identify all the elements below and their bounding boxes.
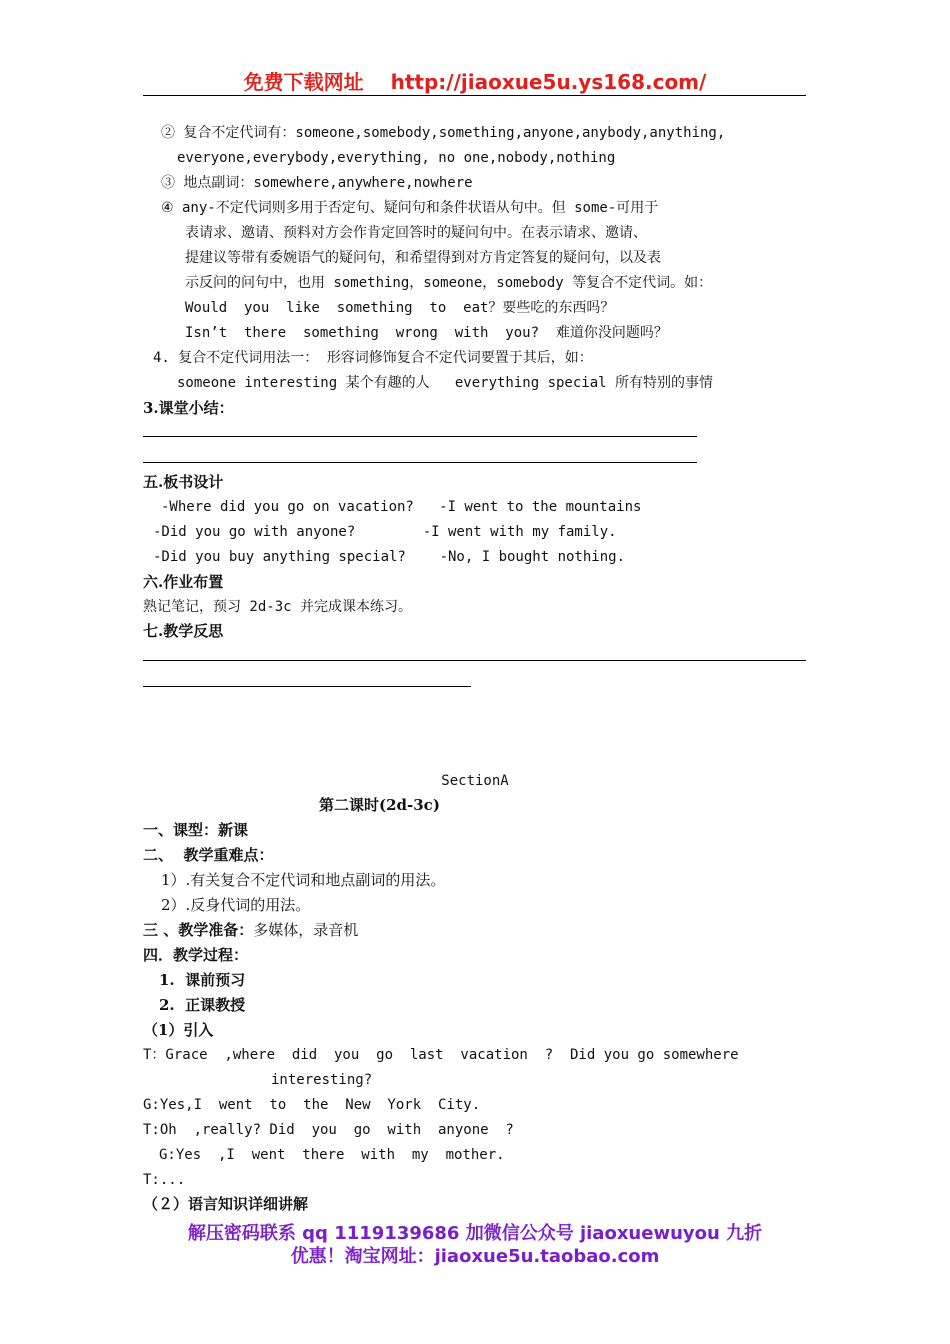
point-2-line: ② 复合不定代词有：someone,somebody,something,anyone,anybody,anything,: [161, 125, 726, 141]
point-4-line-4: 示反问的问句中，也用 something，someone，somebody 等复合不定代词。如：: [185, 275, 713, 291]
dialogue-line-4: G:Yes ,I went there with my mother.: [159, 1147, 505, 1163]
lesson-title: 第二课时(2d-3c): [319, 796, 440, 814]
reflection-heading: 七.教学反思: [143, 622, 224, 640]
detail-heading: （２）语言知识详细讲解: [143, 1195, 309, 1213]
dialogue-line-1-continuation: interesting?: [271, 1072, 373, 1088]
point-4-line-3: 提建议等带有委婉语气的疑问句，和希望得到对方肯定答复的疑问句，以及表: [185, 250, 661, 266]
reflection-blank-line-1: [143, 660, 806, 661]
summary-blank-line-1: [143, 436, 697, 437]
lesson-type: 一、课型：新课: [143, 821, 249, 839]
usage-rule-line: 4. 复合不定代词用法一： 形容词修饰复合不定代词要置于其后，如：: [153, 350, 593, 366]
point-4-line: ④ any-不定代词则多用于否定句、疑问句和条件状语从句中。但 some-可用于: [161, 200, 659, 216]
preparation-line: [143, 920, 358, 940]
point-2-continuation: everyone,everybody,everything, no one,nobody,nothing: [177, 150, 616, 166]
intro-heading: （1）引入: [143, 1021, 214, 1039]
dialogue-line-1: T：Grace ,where did you go last vacation ? Did you go somewhere: [143, 1047, 739, 1063]
footer-line-2: 优惠！淘宝网址：jiaoxue5u.taobao.com: [290, 1246, 660, 1267]
example-sentence-1: Would you like something to eat？要些吃的东西吗？: [185, 300, 615, 316]
preparation-value: 多媒体，录音机: [253, 921, 359, 939]
homework-heading: 六.作业布置: [143, 573, 224, 591]
step-1: 1. 课前预习: [159, 971, 246, 989]
dialogue-line-2: G:Yes,I went to the New York City.: [143, 1097, 481, 1113]
section-title: SectionA: [441, 773, 509, 789]
usage-example-line: someone interesting 某个有趣的人 everything special 所有特别的事情: [177, 375, 714, 391]
key-point-2: 2）.反身代词的用法。: [161, 896, 311, 914]
key-point-1: 1）.有关复合不定代词和地点副词的用法。: [161, 871, 446, 889]
footer-line-1: 解压密码联系 qq 1119139686 加微信公众号 jiaoxuewuyou 九折: [187, 1223, 763, 1244]
board-row-1: -Where did you go on vacation? -I went to the mountains: [161, 499, 642, 515]
summary-blank-line-2: [143, 462, 697, 463]
preparation-label: 三 、教学准备：: [143, 921, 254, 939]
reflection-blank-line-2: [143, 686, 471, 687]
header-banner: 免费下载网址 http://jiaoxue5u.ys168.com/: [243, 70, 707, 94]
step-2: 2. 正课教授: [159, 996, 246, 1014]
process-heading: 四．教学过程：: [143, 946, 249, 964]
example-sentence-2: Isn’t there something wrong with you? 难道你没问题吗？: [185, 325, 668, 341]
point-3-line: ③ 地点副词：somewhere,anywhere,nowhere: [161, 175, 473, 191]
point-4-line-2: 表请求、邀请、预料对方会作肯定回答时的疑问句中。在表示请求、邀请、: [185, 225, 647, 241]
dialogue-line-3: T:Oh ,really? Did you go with anyone ?: [143, 1122, 514, 1138]
board-heading: 五.板书设计: [143, 473, 224, 491]
board-row-2: -Did you go with anyone? -I went with my family.: [153, 524, 617, 540]
homework-text: 熟记笔记，预习 2d-3c 并完成课本练习。: [143, 599, 413, 615]
key-points-heading: 二、 教学重难点：: [143, 846, 274, 864]
header-rule: [143, 95, 806, 96]
board-row-3: -Did you buy anything special? -No, I bought nothing.: [153, 549, 626, 565]
dialogue-line-5: T:...: [143, 1172, 186, 1188]
summary-heading: 3.课堂小结：: [143, 399, 234, 417]
